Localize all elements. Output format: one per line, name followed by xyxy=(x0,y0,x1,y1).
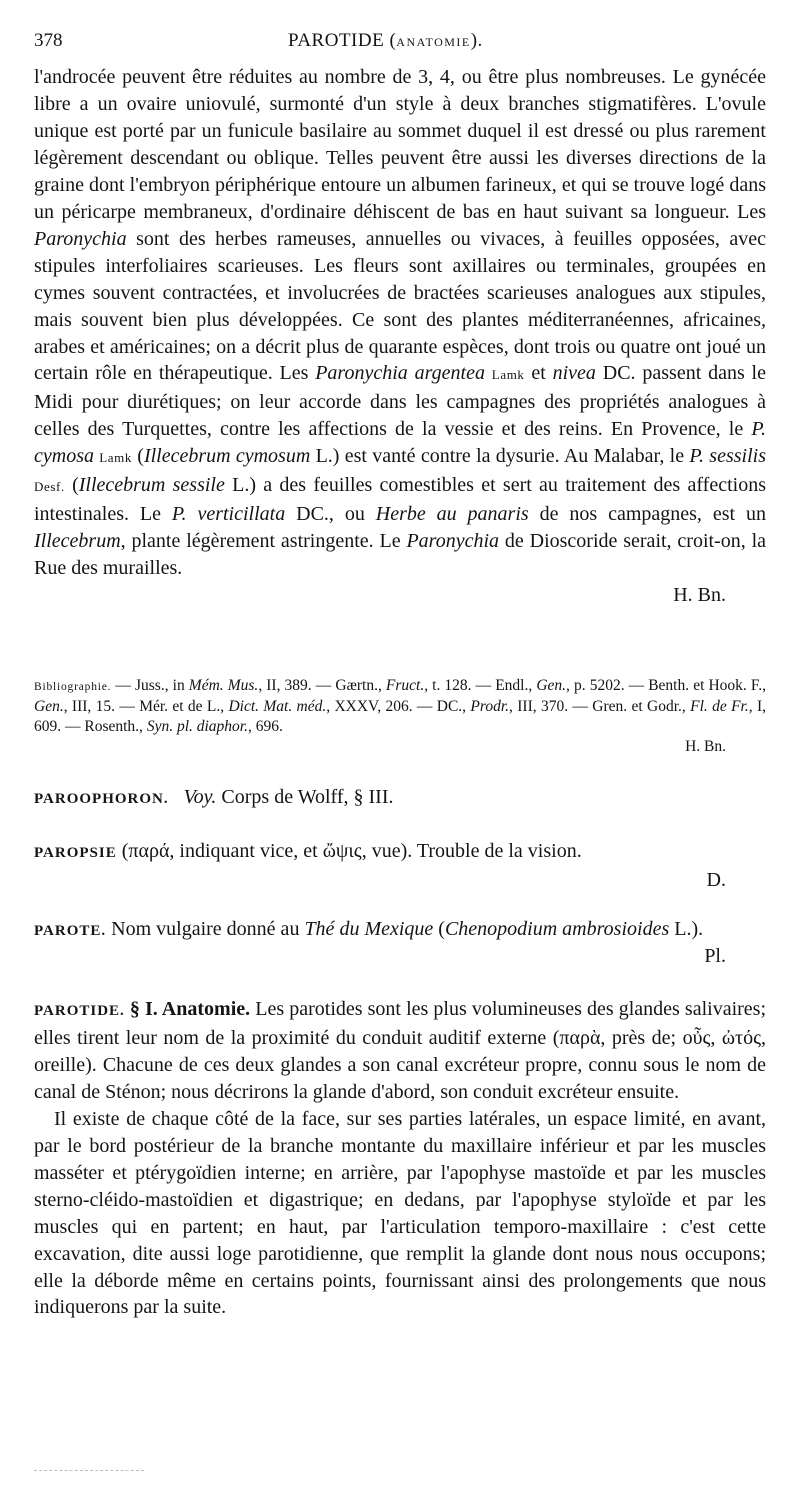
paronychia-paragraph: l'androcée peuvent être réduites au nombre de 3, 4, ou être plus nombreuses. Le gynécée libre a un ovaire uniovulé, surmonté d'un style à deux branches stigmatifères. L'ovule unique est porté par un funicule basilaire au sommet duquel il est dressé ou plus rarement légèrement descendant ou oblique. Telles peuvent être aussi les diverses directions de la graine dont l'embryon périphérique entoure un albumen farineux, et qui se trouve logé dans un péricarpe membraneux, d'ordinaire déhiscent de bas en haut suivant sa longueur. Les Paronychia sont des herbes rameuses, annuelles ou vivaces, à feuilles opposées, avec stipules interfoliaires scarieuses. Les fleurs sont axillaires ou terminales, groupées en cymes souvent contractées, et involucrées de bractées scarieuses analogues aux stipules, mais souvent bien plus développées. Ce sont des plantes méditerranéennes, africaines, arabes et américaines; on a décrit plus de quarante espèces, dont trois ou quatre ont joué un certain rôle en thérapeutique. Les Paronychia argentea Lamk et nivea DC. passent dans le Midi pour diurétiques; on leur accorde dans les campagnes des propriétés analogues à celles des Turquettes, contre les affections de la vessie et des reins. En Provence, le P. cymosa Lamk (Illecebrum cymosum L.) est vanté contre la dysurie. Au Malabar, le P. sessilis Desf. (Illecebrum sessile L.) a des feuilles comestibles et sert au traitement des affections intestinales. Le P. verticillata DC., ou Herbe au panaris de nos campagnes, est un Illecebrum, plante légèrement astringente. Le Paronychia de Dioscoride serait, croit-on, la Rue des murailles. xyxy=(34,66,767,580)
bibliography: Bibliographie. — Juss., in Mém. Mus., II, 389. — Gærtn., Fruct., t. 128. — Endl., Gen., p. 5202. — Benth. et Hook. F., Gen., III, 15. — Mér. et de L., Dict. Mat. méd., XXXV, 206. — DC., Prodr., III, 370. — Gren. et Godr., Fl. de Fr., I, 609. — Rosenth., Syn. pl. diaphor., 696. H. Bn. xyxy=(34,677,766,755)
running-head xyxy=(34,30,766,54)
paronychia-article xyxy=(34,64,766,609)
headword: PAROTE. xyxy=(34,923,107,939)
author-signature: Pl. xyxy=(704,944,726,967)
paropsie-entry: PAROPSIE (παρά, indiquant vice, et ὤψις, vue). Trouble de la vision. D. xyxy=(34,838,766,894)
headword: PAROOPHORON. xyxy=(34,791,169,807)
page-number: 378 xyxy=(34,30,63,51)
parotide-article: PAROTIDE. § I. Anatomie. Les parotides sont les plus volumineuses des glandes salivaires; elles tirent leur nom de la proximité du conduit auditif externe (παρὰ, près de; οὖς, ὠτός, oreille). Chacune de ces deux glandes a son canal excréteur propre, connu sous le nom de canal de Sténon; nous décrirons la glande d'abord, son conduit excréteur ensuite. Il existe de chaque côté de la face, sur ses parties latérales, un espace limité, en avant, par le bord postérieur de la branche montante du maxillaire inférieur et par les muscles masséter et ptérygoïdien interne; en arrière, par l'apophyse mastoïde et par les muscles sterno-cléido-mastoïdien et digastrique; en dedans, par l'apophyse styloïde et par les muscles qui en partent; en haut, par l'articulation temporo-maxillaire : c'est cette excavation, dite aussi loge parotidienne, que remplit la glande dont nous nous occupons; elle la déborde même en certains points, fournissant ainsi des prolongements que nous indiquerons par la suite. xyxy=(34,996,766,1321)
parote-entry: PAROTE. Nom vulgaire donné au Thé du Mexique (Chenopodium ambrosioides L.). Pl. xyxy=(34,916,766,945)
parotide-paragraph: Il existe de chaque côté de la face, sur ses parties latérales, un espace limité, en avant, par le bord postérieur de la branche montante du maxillaire inférieur et par les muscles masséter et ptérygoïdien interne; en arrière, par l'apophyse mastoïde et par les muscles sterno-cléido-mastoïdien et digastrique; en dedans, par l'apophyse styloïde et par les muscles qui en partent; en haut, par l'articulation temporo-maxillaire : c'est cette excavation, dite aussi loge parotidienne, que remplit la glande dont nous nous occupons; elle la déborde même en certains points, fournissant ainsi des prolongements que nous indiquerons par la suite. xyxy=(34,1107,766,1319)
section-title: § I. Anatomie. xyxy=(124,998,251,1020)
footer-rule xyxy=(34,1470,144,1471)
author-signature: D. xyxy=(706,868,726,891)
bibliography-signature: H. Bn. xyxy=(685,738,726,755)
bibliography-label: Bibliographie. xyxy=(34,681,112,693)
headword: PAROTIDE. xyxy=(34,1003,125,1019)
running-title: PAROTIDE (ANATOMIE). xyxy=(288,30,483,51)
cross-reference: Corps de Wolff, § III. xyxy=(216,786,394,808)
headword: PAROPSIE xyxy=(34,845,117,861)
paroophoron-entry: PAROOPHORON. Voy. Corps de Wolff, § III. xyxy=(34,786,394,808)
author-signature: H. Bn. xyxy=(673,584,726,607)
